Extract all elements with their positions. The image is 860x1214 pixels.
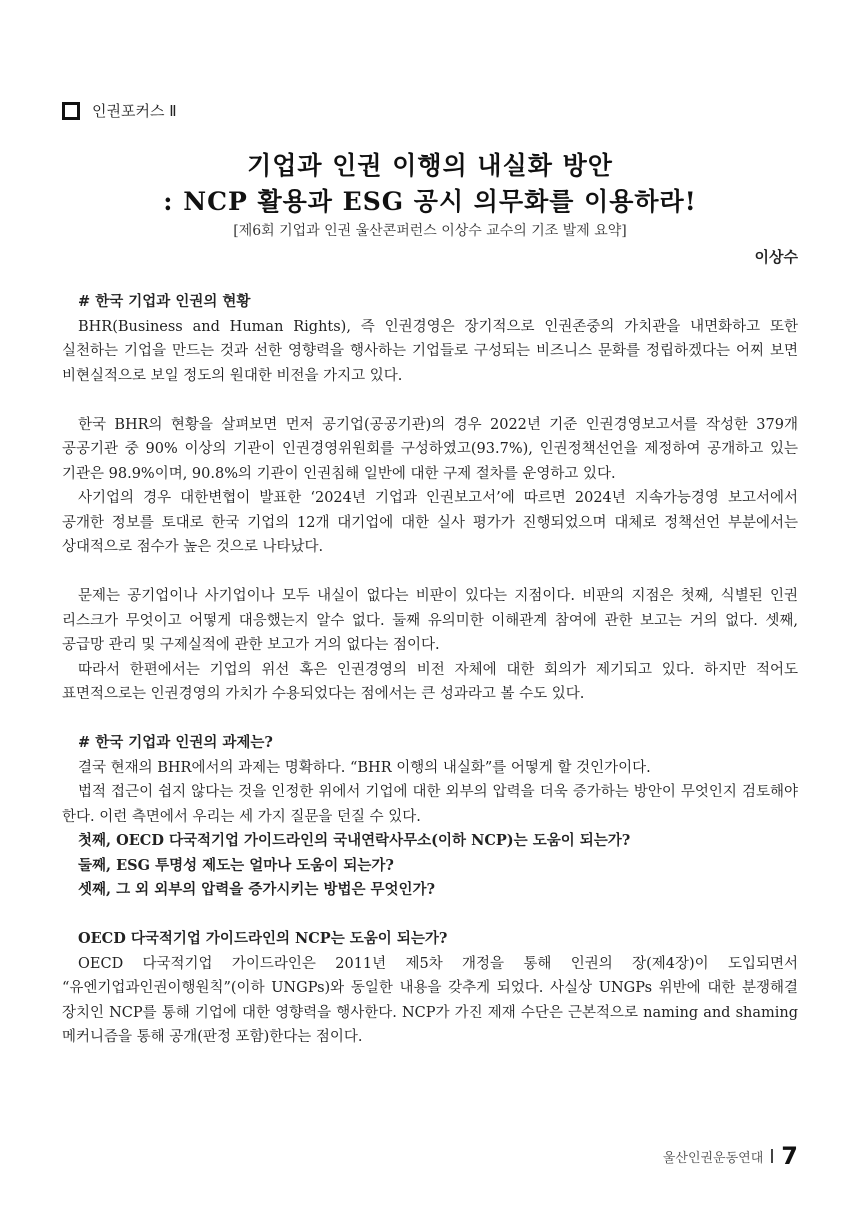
section-tag <box>62 100 177 121</box>
article-title-line2: : NCP 활용과 ESG 공시 의무화를 이용하라! <box>163 187 697 216</box>
paragraph: 따라서 한편에서는 기업의 위선 혹은 인권경영의 비전 자체에 대한 회의가 제기되고 있다. 하지만 적어도 표면적으로는 인권경영의 가치가 수용되었다는 점에서는 큰 성과라고 볼 수도 있다. <box>62 661 798 702</box>
paragraph: 사기업의 경우 대한변협이 발표한 ‘2024년 기업과 인권보고서’에 따르면 2024년 지속가능경영 보고서에서 공개한 정보를 토대로 한국 기업의 12개 대기업에 대한 실사 평가가 진행되었으며 대체로 정책선언 부분에서는 상대적으로 점수가 높은 것으로 나타났다. <box>62 490 798 555</box>
paragraph: 결국 현재의 BHR에서의 과제는 명확하다. “BHR 이행의 내실화”를 어떻게 할 것인가이다. <box>78 759 651 776</box>
section-heading: # 한국 기업과 인권의 현황 <box>78 293 251 310</box>
paragraph: OECD 다국적기업 가이드라인은 2011년 제5차 개정을 통해 인권의 장(제4장)이 도입되면서 “유엔기업과인권이행원칙”(이하 UNGPs)와 동일한 내용을 갖추게 되었다. 사실상 UNGPs 위반에 대한 분쟁해결 장치인 NCP를 통해 기업에 대한 영향력을 행사한다. NCP가 가진 제재 수단은 근본적으로 naming and shaming 메커니즘을 통해 공개(판정 포함)한다는 점이다. <box>62 955 798 1045</box>
footer-divider <box>771 1149 773 1163</box>
author-name: 이상수 <box>754 248 798 266</box>
paragraph: 법적 접근이 쉽지 않다는 것을 인정한 위에서 기업에 대한 외부의 압력을 더욱 증가하는 방안이 무엇인지 검토해야 한다. 이런 측면에서 우리는 세 가지 질문을 던질 수 있다. <box>62 784 798 825</box>
question-item: 첫째, OECD 다국적기업 가이드라인의 국내연락사무소(이하 NCP)는 도움이 되는가? <box>78 832 631 849</box>
article-body <box>62 290 798 1050</box>
paragraph: BHR(Business and Human Rights), 즉 인권경영은 장기적으로 인권존중의 가치관을 내면화하고 또한 실천하는 기업을 만드는 것과 선한 영향력을 행사하는 기업들로 구성되는 비즈니스 문화를 정립하겠다는 어찌 보면 비현실적으로 보일 정도의 원대한 비전을 가지고 있다. <box>62 318 798 384</box>
paragraph: 문제는 공기업이나 사기업이나 모두 내실이 없다는 비판이 있다는 지점이다. 비판의 지점은 첫째, 식별된 인권 리스크가 무엇이고 어떻게 대응했는지 알수 없다. 둘째 유의미한 이해관계 참여에 관한 보고는 거의 없다. 셋째, 공급망 관리 및 구제실적에 관한 보고가 거의 없다는 점이다. <box>62 588 798 653</box>
question-item: 셋째, 그 외 외부의 압력을 증가시키는 방법은 무엇인가? <box>78 881 436 898</box>
article-subtitle: [제6회 기업과 인권 울산콘퍼런스 이상수 교수의 기조 발제 요약] <box>233 223 627 239</box>
question-item: 둘째, ESG 투명성 제도는 얼마나 도움이 되는가? <box>78 856 394 874</box>
page-footer <box>663 1142 798 1170</box>
section-label: 인권포커스 Ⅱ <box>92 102 177 120</box>
footer-org-name: 울산인권운동연대 <box>662 1150 764 1166</box>
section-heading: # 한국 기업과 인권의 과제는? <box>78 734 273 751</box>
paragraph: 한국 BHR의 현황을 살펴보면 먼저 공기업(공공기관)의 경우 2022년 기준 인권경영보고서를 작성한 379개 공공기관 중 90% 이상의 기관이 인권경영위원회를 구성하였고(93.7%), 인권정책선언을 제정하여 공개하고 있는 기관은 98.9%이며, 90.8%의 기관이 인권침해 일반에 대한 구제 절차를 운영하고 있다. <box>62 416 798 482</box>
page-number: 7 <box>781 1142 798 1170</box>
section-heading: OECD 다국적기업 가이드라인의 NCP는 도움이 되는가? <box>78 930 448 947</box>
article-title-line1: 기업과 인권 이행의 내실화 방안 <box>247 151 613 180</box>
square-bullet-icon <box>62 102 80 120</box>
